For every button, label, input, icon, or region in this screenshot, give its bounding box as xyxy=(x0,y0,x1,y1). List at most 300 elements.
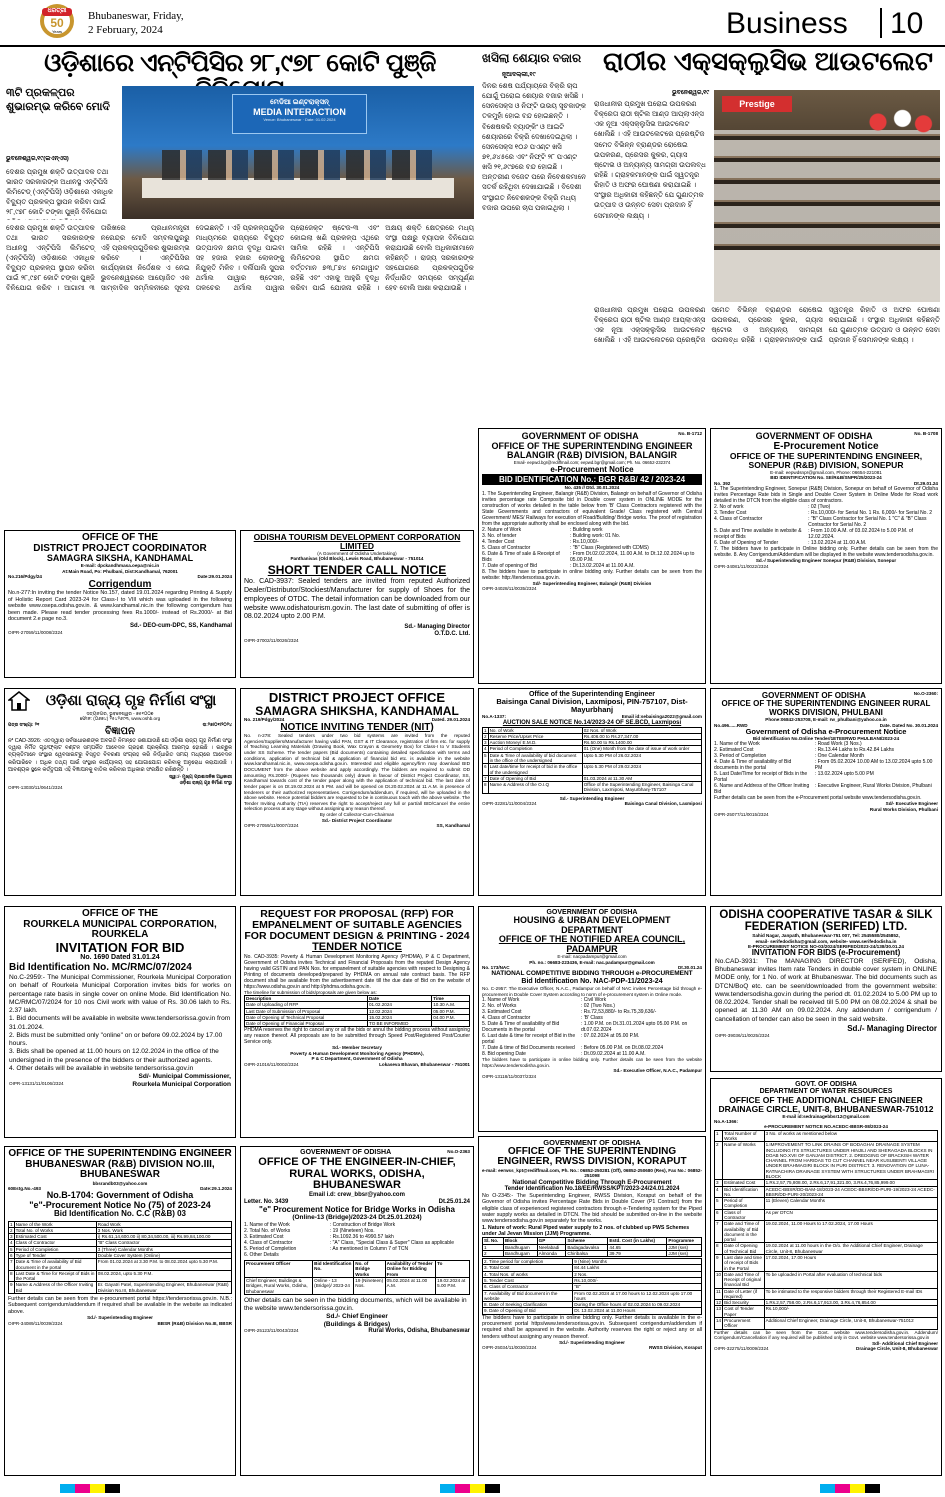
ad-oshb xyxy=(4,688,236,896)
detail-value: : 13.02.2024 at 11.00 A.M. xyxy=(808,540,867,547)
detail-value: : Civil Work xyxy=(581,997,607,1004)
ad-a14-h1: OFFICE OF THE SUPERINTENDING ENGINEER BHUBANESWAR (R&B) DIVISION NO.III, BHUBANESWAR xyxy=(8,1148,232,1180)
detail-row xyxy=(244,1252,470,1258)
story-market-body: ଦିନର ଶେଷ ପର୍ଯ୍ୟାୟରେ ବିକ୍ରି ଚାପ ଯୋଗୁଁ ଘରୋଇ ଶେୟାର ବଜାର ଖସିଛି । ସେନସେକ୍ସ ଓ ନିଫ୍ଟି ଉଭୟ ସୂଚକାଙ୍କ ତଳମୁହାଁ ହୋଇ ବନ୍ଦ ହୋଇଛନ୍ତି । ବିଶେଷକରି ବ୍ୟାଙ୍କିଂ ଓ ଆଇଟି ଶେୟାରରେ ବିକ୍ରି ଦେଖାଦେଇଥିଲା । ସେନସେକ୍ସ ୧୦୬ ପଏଣ୍ଟ ଖସି ୭୧,୬୪୫ରେ ଏବଂ ନିଫ୍ଟି ୨୮ ପଏଣ୍ଟ ଖସି ୨୧,୬୯୭ରେ ବନ୍ଦ ହୋଇଛି । ଅନ୍ତରୀଣ ବଜେଟ ପରେ ନିବେଶକମାନେ ସତର୍କ ରହିଥିବା ଦେଖାଯାଇଛି । ବିଦେଶୀ ସଂସ୍ଥାଗତ ନିବେଶକଙ୍କ ବିକ୍ରି ମଧ୍ୟ ବଜାର ଉପରେ ଚାପ ପକାଇଥିଲା । xyxy=(482,83,587,212)
ad-a4-rows xyxy=(714,504,938,546)
ad-a7-email: Email id:sebaisinga2022@gmail.com xyxy=(621,714,702,720)
table-cell: 4. Total Nos. of works xyxy=(483,1271,573,1277)
ad-a4-no: No. B-1708 xyxy=(914,431,938,436)
table-cell: To be intimated to the responsive bidders through their Registered E-mail IDs xyxy=(764,1288,937,1300)
ad-a11-rows xyxy=(482,997,702,1057)
ad-otdc-tender xyxy=(240,530,474,678)
table-cell: GP xyxy=(537,1238,566,1244)
table-row xyxy=(483,782,702,794)
detail-key: 2. Total No. of Works xyxy=(244,1228,291,1235)
detail-value: : 07.02.2024 at 05.00 P.M. xyxy=(581,1033,640,1040)
ad-phulbani-rw xyxy=(710,688,942,896)
ad-a16-grid xyxy=(482,1237,702,1257)
detail-value: : Dt.09.02.2024 at 11.00 A.M. xyxy=(581,1051,646,1058)
table-cell: 1 xyxy=(715,1130,723,1142)
ad-a8-sign2: Rural Works Division, Phulbani xyxy=(869,806,938,812)
ad-a10-h1: REQUEST FOR PROPOSAL (RFP) FOR EMPANELMENT OF SUITABLE AGENCIES FOR DOCUMENT DESIGN & PRINTING - 2024 xyxy=(244,908,470,943)
detail-value: : From 05.02.2024 10.00 AM to 13.02.2024 upto 5.00 PM xyxy=(814,759,933,772)
ad-a5-no: ପତ୍ର ସଂଖ୍ୟା: ୨୧ xyxy=(8,721,40,727)
detail-value: : 13.02.2024 upto 5.00 PM xyxy=(814,771,874,778)
table-row xyxy=(715,1243,938,1255)
ad-a9-title: INVITATION FOR BID xyxy=(55,939,185,955)
ad-a3-title: e-Procurement Notice xyxy=(550,464,634,474)
table-row xyxy=(483,1290,702,1302)
story-ntpc-kicker: ୩ଟି ପ୍ରକଳ୍ପର ଶୁଭାରମ୍ଭ କରିବେ ମୋଦି xyxy=(6,87,110,114)
ad-a15-sub: (Online-13 (Bridge)/2023-24 Dt.25.01.2024) xyxy=(292,1214,422,1222)
detail-key: 2. No of work xyxy=(714,504,744,511)
table-cell: 01 (One) Month from the date of issue of work order xyxy=(582,746,701,752)
ad-a3-email: Email- eepwd.bgr@rediffmail.com; eepwd.bgr@gmail.com; Ph. No. 06652-232374 xyxy=(513,460,671,466)
table-row xyxy=(245,1277,470,1294)
ad-a7-foot xyxy=(482,801,702,806)
table-cell: Name & Address of the Officer Inviting Bid xyxy=(14,1282,96,1294)
detail-key: 6. Date & Time of sale & Receipt of Bids xyxy=(482,550,560,563)
ad-a6-date: Dated. 29.01.2024 xyxy=(431,717,470,723)
table-cell: 3 (Three) Calendar Months xyxy=(96,1246,231,1252)
ad-rwss-koraput xyxy=(478,1136,706,1476)
ad-a11-phone: Ph. no.: 06683-223436, E-mail: nac.padampur@gmail.com xyxy=(529,959,655,965)
ad-a11-no: No. 173/NAC xyxy=(482,964,510,970)
ad-a3-bid: BID IDENTIFICATION No.: BGR R&B/ 42 / 2023-24 xyxy=(482,474,702,485)
ad-a9-sign: Sd/- Municipal Commissioner, xyxy=(138,1073,231,1080)
table-cell: ACEDC-BBSR/DD-BAM-18/2023-24 ACEDC-BBSR/DD-PURI-19/2023-24 ACEDC-BBSR/DD-PURI-20/2023-24 xyxy=(764,1186,937,1198)
detail-value: : Road Work (3 Nos.) xyxy=(814,741,862,748)
table-cell: 4 xyxy=(715,1186,723,1198)
ad-a10-sched: The timeline for submission of bids/proposals are given below as: xyxy=(244,989,377,995)
detail-value: : Rs.10,000/- for Serial No. 1 Rs. 6,000/- for Serial No. 2 xyxy=(808,510,933,517)
table-cell: 3 xyxy=(715,1180,723,1186)
ad-a5-sign: ସ୍ୱା:/- ମୁଖ୍ୟ ପ୍ରଶାସନିକ ଅଧିକାରୀ xyxy=(169,774,232,780)
ad-rw-eic-bridges xyxy=(240,1146,474,1476)
ad-a16-sign2: RWSS Division, Koraput xyxy=(648,1345,702,1351)
logo-number: 50 xyxy=(50,16,64,30)
ad-a14-sub: No.B-1704: Government of Odisha xyxy=(46,1190,194,1201)
ad-a7-table xyxy=(482,727,702,794)
ad-a5-body: ନଂ CAD-3926: ଏତଦ୍ୱାରା ସର୍ବସାଧାରଣଙ୍କ ଅବଗତି ନିମନ୍ତେ ଜଣାଯାଉଛି ଯେ ଓଡ଼ିଶା ରାଜ୍ୟ ଗୃହ ନିର୍ମାଣ ସଂସ୍ଥା ଦ୍ୱାରା ନିର୍ମିତ ଗୃହ/ଫ୍ଲାଟ ବଣ୍ଟନ ସମ୍ପର୍କିତ ଆବେଦନ ଗ୍ରହଣ ପ୍ରକ୍ରିୟା ଆରମ୍ଭ ହୋଇଛି । ଇଚ୍ଛୁକ ବ୍ୟକ୍ତିମାନେ ସଂସ୍ଥାର ୱେବସାଇଟରୁ ବିସ୍ତୃତ ବିବରଣୀ ସଂଗ୍ରହ କରି ନିର୍ଦ୍ଧାରିତ ସମୟ ମଧ୍ୟରେ ଆବେଦନ କରିପାରିବେ । ଅଧିକ ତଥ୍ୟ ପାଇଁ ସଂସ୍ଥାର କାର୍ଯ୍ୟାଳୟ ସହ ଯୋଗାଯୋଗ କରିବାକୁ ଅନୁରୋଧ କରାଯାଉଛି । ଆବଶ୍ୟକ ସ୍ଥଳେ କର୍ତ୍ତୃପକ୍ଷ ଏହି ବିଜ୍ଞାପନକୁ ବାତିଲ କରିବାର ଅଧିକାର ସଂରକ୍ଷିତ ରଖିଛନ୍ତି । xyxy=(8,737,232,773)
ad-a14-sign2: BBSR (R&B) Division No.III, BBSR xyxy=(157,1320,232,1326)
detail-key: 4. Class of Contractor xyxy=(714,516,763,523)
detail-value: : Executive Engineer, Rural Works Division, Phulbani xyxy=(814,783,932,790)
table-cell: 1 xyxy=(483,1244,504,1250)
ad-a2-h1: ODISHA TOURISM DEVELOPMENT CORPORATION LIMITED xyxy=(253,532,461,551)
table-cell xyxy=(432,1021,470,1027)
ad-a15-sign2: (Buildings & Bridges) xyxy=(323,1320,391,1328)
ad-a13-sign: Sd/- Additional Chief Engineer xyxy=(872,1340,938,1346)
table-cell: Description xyxy=(245,996,368,1002)
table-cell: 3 xyxy=(10,1234,13,1240)
ad-a13-foot xyxy=(714,1346,938,1351)
ad-serifed xyxy=(710,906,942,1072)
table-cell: 19 (Nineteen) Nos. xyxy=(354,1277,385,1294)
table-cell: Date of Opening of Technical Bid xyxy=(723,1243,764,1255)
story-rathi-dateline: ଭୁବନେଶ୍ୱର,୧୯ xyxy=(672,90,710,96)
story-ntpc xyxy=(4,48,476,524)
ad-a15-tail: Other details can be seen in the bidding documents, which will be available in the website www.tendersorissa.gov.in. xyxy=(244,1296,467,1312)
ad-a15-code: OIPR-25123/11/0043/2324 xyxy=(244,1328,299,1334)
ad-a13-tail: Further details can be seen from the Govt. website www.tendersodisha.gov.in. Addendum/ Corrigendum/Cancellation if any required will be published only in Govt. website www.tendersorissa.gov.in xyxy=(714,1329,938,1341)
table-cell: Neelabadi xyxy=(537,1244,566,1250)
dateline-place: Bhubaneswar, Friday, xyxy=(88,10,184,22)
ad-a6-h1: DISTRICT PROJECT OFFICE xyxy=(268,690,446,705)
ad-a10-title: TENDER NOTICE xyxy=(312,941,402,954)
ad-a15-sign: Sd./- Chief Engineer xyxy=(326,1313,388,1321)
table-cell: 1.IMPROVEMENT TO LINK DRAINS OF BODAGHAI DRAINAGE SYSTEM INCLUDING ITS STRUCTURES UNDER HINJILI AND SHERAGADA BLOCKS IN DOAB NO.XVII OF GANJAM DISTRICT. 2. DREDGING OF BRACKISH WATER CHANNEL FROM HARIDAS TO CUT CHANNEL NEAR KUSUBENTI VILLAGE UNDER BRAHMAGIRI BLOCK IN PURI DISTRICT. 3. RENOVATION OF LUNA-RATNACHIRA DRAINAGE SYSTEM WITH STRUCTURES UNDER BRAHMAGIRI BLOCK xyxy=(764,1142,937,1180)
detail-row xyxy=(714,516,938,528)
ad-a8-title: Government of Odisha e-Procurement Notice xyxy=(745,727,907,737)
table-row xyxy=(483,746,702,752)
detail-row xyxy=(714,528,938,540)
table-row xyxy=(715,1186,938,1198)
table-cell: 12.02.2024 xyxy=(367,1008,431,1014)
table-cell: Dt. 13.02.2024 at 11.00 Hours xyxy=(573,1308,702,1314)
table-cell: Additional Chief Engineer, Drainage Circle, Unit-8, Bhubaneswar-751012 xyxy=(764,1318,937,1330)
ad-a15-grid xyxy=(244,1260,470,1295)
ad-a7-title: AUCTION SALE NOTICE No.14/2023-24 OF SE.BCD, Laxmiposi xyxy=(502,719,682,726)
table-cell: Name of the Work xyxy=(14,1221,96,1227)
table-cell: 4 xyxy=(484,746,487,752)
ad-a3-body: 1. The Superintending Engineer, Balangir (R&B) Division, Balangir on behalf of Governor of Odisha invites percentage rate Composite bid in Double cover system in ONLINE MODE for the construction of works detailed in the table below from 'B' Class Contractors registered with the State Governments and contractors of equivalent Grade/ Class registered with Central Government/ MES/ Railways for execution of Road/Building/ Bridge works. The proof of registration from the appropriate authority shall be enclosed along with the bid. xyxy=(482,490,702,527)
ad-a7-code: OIPR-32281/11/0004/2324 xyxy=(482,801,537,807)
ad-balangir-rb xyxy=(478,428,706,684)
logo-top: ଧରିତ୍ରୀ xyxy=(47,8,67,14)
table-row xyxy=(715,1306,938,1318)
detail-key: 4. Class of Contractor xyxy=(244,1240,293,1247)
table-cell: 6 xyxy=(715,1209,723,1221)
ad-a10-sign3: P & C Department, Government of Odisha xyxy=(311,1056,403,1062)
ad-a9-bid: Bid Identification No. MC/RMC/07/2024 xyxy=(9,962,192,974)
ad-a10-addr: Lokaseva Bhavan, Bhubaneswar - 751001 xyxy=(379,1061,470,1067)
ad-a2-sign2: O.T.D.C. Ltd. xyxy=(434,631,470,638)
detail-value: : From 10.00 A.M. of 03.02.2024 to 5.00 P.M. of 12.02.2024. xyxy=(808,528,914,541)
table-cell: Date of Letter (if required) xyxy=(723,1288,764,1300)
ad-a2-h2: (A Government of Odisha Undertaking) xyxy=(317,550,397,556)
ad-a14-foot xyxy=(8,1321,232,1326)
table-cell: Badagadavalsa xyxy=(566,1244,608,1250)
ad-a5-header xyxy=(8,691,232,711)
table-cell: i) Rs.61,14,600.00 ii) 80,34,500.00, iii) Rs.99,84,100.00 xyxy=(96,1234,231,1240)
table-cell: Class of Contractor xyxy=(14,1240,96,1246)
ad-a15-rows xyxy=(244,1222,470,1258)
bid-condition-item: 1. Bid documents will be available in website www.tendersorissa.gov.in from 31.01.2024. xyxy=(9,1015,231,1031)
table-cell: Online - 13 (Bridge)/ 2023-24 xyxy=(313,1277,354,1294)
table-cell: Total No. of Works xyxy=(14,1227,96,1233)
table-cell: 01.03.2024 at 11.30 AM xyxy=(582,775,701,781)
ad-a15-foot xyxy=(244,1328,470,1335)
table-cell: Programme xyxy=(667,1238,702,1244)
ad-a11-code: OIPR-13118/11/0037/2324 xyxy=(482,1073,537,1079)
table-cell: 02 Nos. of Work xyxy=(582,727,701,733)
ad-a11-sign: Sd.- Executive Officer, N.A.C., Padampur xyxy=(613,1068,702,1074)
dateline-date: 2 February, 2024 xyxy=(88,24,163,36)
table-row xyxy=(9,1259,232,1271)
ad-a12-code: OIPR-39036/11/0025/2324 xyxy=(715,1033,770,1039)
ad-a9-body: No.C-2959:- The Municipal Commissioner, Rourkela Municipal Corporation on behalf of Rourkela Municipal Corporation invites bids for works on percentage rate basis in single cover on online Mode. Bid Identification No. MC/RMC/07/2024 for 10 nos Civil work with value of Rs. 30.06 lakh to Rs. 2.37 lakh. xyxy=(9,974,231,1015)
ad-a13-table xyxy=(714,1130,938,1330)
ad-a1-no: No.216/Pdgy/24 xyxy=(8,574,42,580)
ad-a14-table xyxy=(8,1221,232,1294)
table-cell: Date of Opening of Bid xyxy=(488,775,582,781)
table-cell: Period of Completion xyxy=(723,1198,764,1210)
detail-key: 5. Class of Contractor xyxy=(482,544,531,551)
table-cell: Bandhugam xyxy=(503,1244,537,1250)
table-cell: 5 xyxy=(483,752,489,764)
detail-key: 1. Name of the Work xyxy=(714,741,760,748)
table-row xyxy=(715,1130,938,1142)
detail-key: 3. No. of tender xyxy=(482,532,517,539)
detail-key: 5. Date & Time of availability of Bid Documents in the portal xyxy=(482,1021,560,1034)
table-cell: 1.Rs.2,57,758.00, 2.Rs.6,17,913.00, 3.Rs.4,76,854.00 xyxy=(764,1300,937,1306)
detail-value: : 1.00 P.M. on Dt.31.01.2024 upto 05.00 P.M. on dt.07.02.2024 xyxy=(581,1021,688,1034)
ad-a12-title: INVITATION FOR BIDS (e-Procurement) xyxy=(751,948,901,958)
table-cell: Sl. No. xyxy=(483,1238,504,1244)
ad-a12-body: No.CAD-3931: The MANAGING DIRECTOR (SERIFED), Odisha, Bhubaneswar invites Item rate Tenders in double cover system in ONLINE MODE only, for 1 No. of work at Bhubaneswar. The bid documents such as DTCN/BoQ etc. can be seen/downloaded from the government website: www.tendersodisha.gov.in during the period dt. 01.02.2024 to 5.00 PM up to 08.02.2024. Tender shall be received till 5.00 PM on 08.02.2024 & shall be opened at 11.30 AM on 09.02.2024. Any addendum / corrigendum / cancellation of tender can also be seen in the said website. xyxy=(715,957,937,1023)
detail-key: 1. Name of the Work xyxy=(244,1222,290,1229)
bid-condition-item: 4. Other details will be available in website tendersorissa.gov.in xyxy=(9,1064,194,1072)
table-cell: 9 xyxy=(715,1254,723,1271)
ad-a9-items xyxy=(9,1015,231,1073)
ad-a5-title: ବିଜ୍ଞାପନ xyxy=(105,726,135,738)
table-cell: Chiribalsa xyxy=(566,1250,608,1256)
ad-a12-email: email- serifedodisha@gmail.com, website- www.serifedodisha.in xyxy=(755,938,897,944)
ad-a7-no: No.A-1337: xyxy=(482,714,506,720)
reg-mark-left xyxy=(60,1484,120,1493)
ad-a5-code: OIPR-13030/11/0641/2324 xyxy=(8,785,63,791)
table-cell: 19.02.2024 at 11.00 hours in the O/o. the Additional Chief Engineer, Drainage Circle, Unit-8, Bhubaneswar xyxy=(764,1243,937,1255)
table-cell: Auction Money/ E.M.D. xyxy=(488,740,582,746)
ad-a5-sign2: ଓଡ଼ିଶା ରାଜ୍ୟ ଗୃହ ନିର୍ମାଣ ସଂସ୍ଥା xyxy=(179,779,232,785)
ad-a9-sign2: Rourkela Municipal Corporation xyxy=(132,1080,231,1088)
table-cell: As per DTCN xyxy=(764,1209,937,1221)
table-cell: TO BE INFORMED xyxy=(367,1021,431,1027)
table-row xyxy=(483,1302,702,1308)
table-cell: 3 Nos. Work xyxy=(96,1227,231,1233)
ad-a2-code: OIPR-37002/11/0026/2324 xyxy=(244,638,299,644)
ad-a14-title: "e"-Procurement Notice No (75) of 2023-24 xyxy=(29,1199,211,1210)
table-cell: 15.02.2024 xyxy=(367,1014,431,1020)
detail-value: : 19 (Nineteen) Nos. xyxy=(329,1228,375,1235)
table-cell: 05.02.2024 at 11.00 A.M. xyxy=(385,1277,435,1294)
table-cell: Date xyxy=(367,996,431,1002)
table-cell: Bandhugam xyxy=(503,1250,537,1256)
table-cell: Date of Uploading of RFP xyxy=(245,1002,368,1008)
ad-a13-title: e-PROCUREMENT NOTICE NO.ACEDC-BBSR-08/2023-24 xyxy=(764,1124,888,1130)
table-cell: Estimated Cost xyxy=(723,1180,764,1186)
table-cell: From 02.02.2024 at 17.00 hours to 12.02.2024 upto 17.00 hours xyxy=(573,1290,702,1302)
table-cell: 44.65 xyxy=(608,1244,667,1250)
dharitri-logo xyxy=(38,3,76,39)
table-cell: Estd. Cost (in Lakhs) xyxy=(608,1238,667,1244)
story-rathi-body-left: ରାଜଧାନୀର ପ୍ରମୁଖ ଘରୋଇ ଉପକରଣ ବିକ୍ରେତା ରାଠୀ ଷ୍ଟିଲ ଆଣ୍ଡ ଆପ୍ଲାଏନ୍ସ ଏକ ନୂଆ ଏକ୍ସକ୍ଲୁସିଭ ଆଉଟଲେଟ ଖୋଲିଛି । ଏହି ଆଉଟଲେଟରେ ପ୍ରେଷ୍ଟିଜ ସମେତ ବିଭିନ୍ନ ବ୍ରାଣ୍ଡର ରୋଷେଇ ଉପକରଣ, ପ୍ରେସର କୁକର, ଗ୍ୟାସ ଷ୍ଟୋଭ ଓ ଅନ୍ୟାନ୍ୟ ସାମଗ୍ରୀ ଉପଲବ୍ଧ ରହିଛି । ଗ୍ରାହକମାନଙ୍କ ପାଇଁ ସ୍ୱତନ୍ତ୍ର ରିହାତି ଓ ଅଫର ଘୋଷଣା କରାଯାଇଛି । ସଂସ୍ଥାର ଅଧିକାରୀ କହିଛନ୍ତି ଯେ ଗୁଣାତ୍ମକ ଉତ୍ପାଦ ଓ ଉନ୍ନତ ସେବା ପ୍ରଦାନ ହିଁ ସେମାନଙ୍କ ଲକ୍ଷ୍ୟ । xyxy=(594,101,706,220)
table-cell: Last Date & Time for Receipt of Bids in the Portal xyxy=(15,1270,95,1282)
ad-a6-body: No. n-278: Sealed tenders under two bid systems are invited from the reputed Agencies/Suppliers/Manufacturer having valid PAN, GST & IT Clearance, registration of firm etc. for supply of Teaching Learning Materials (Drawing Book, Wax Crayon & Geometry Box) for Class-I to V Students under SS Scheme. The tender papers (Bid documents) containing detailed specification with terms and conditions, application of technical bid & application of financial bid etc. is available in the website www.kandhamal.nic.in, www.osepa.odisha.gov.in. Interested and eligible agency/firm may download BID DOCUMENT from the above website and apply accordingly. The bidders are required to submit DD amounting Rs.2000/- (Rupees two thousands only) drawn in favour of District Project Coordinator, SS, Kandhamal towards cost of the tender paper along with the application of technical bid. The last date of tender paper is on Dt.19.02.2024 at 5 PM. and will be opened on Dt.20.02.2024 at 11 A.M. in presence of tenderers or their authorized representatives. Corrigendum/addendum, if required, will be uploaded in the above website. Hence potential bidders are requested to be in continuous touch with the above website. The Tender Inviting Authority (TIA) reserves the right to accept/reject any full or part/all BID/Cancel the entire selection process at any stage without assigning any reason thereof. xyxy=(244,733,470,812)
ad-a10-sign: Sd.- Member Secretary xyxy=(332,1045,382,1051)
table-cell: 7 xyxy=(715,1221,723,1243)
ad-a4-sign: Sd.-/ Superintending Engineer Sonepur (R&B) Division, Sonepur xyxy=(755,558,897,564)
ad-a13-sign2: Drainage Circle, Unit-8, Bhubaneswar xyxy=(856,1346,938,1351)
ad-a5-h1: ଓଡ଼ିଶା ରାଜ୍ୟ ଗୃହ ନିର୍ମାଣ ସଂସ୍ଥା xyxy=(45,692,217,710)
table-row xyxy=(715,1318,938,1330)
ad-a15-title: "e" Procurement Notice for Bridge Works in Odisha xyxy=(259,1205,455,1215)
detail-key: 7. Date of opening of Bid xyxy=(482,562,538,569)
ad-a16-email: e-mail: eerwss_kpt@rediffmail.com, Ph. No.: 06852-250281 (Off), 06852-250680 (Res), Fax No.: 06852-251098 xyxy=(482,1167,702,1179)
ad-a6-code: OIPR-27059/11/0007/2324 xyxy=(244,822,299,828)
ad-a4-code: OIPR-34081/11/0022/2324 xyxy=(714,563,769,569)
ad-a14-no: 60Estg.No.-493 xyxy=(8,1185,41,1191)
table-cell: Bid Identification No. xyxy=(313,1261,354,1278)
ad-a7-sign: Sd.- Superintending Engineer xyxy=(559,795,625,801)
ad-a13-no: No.A-1366: xyxy=(714,1118,738,1124)
detail-key: 3. Tender Cost xyxy=(714,510,747,517)
detail-value: : One Calendar Month xyxy=(814,753,864,760)
detail-key: 2. Estimated Cost xyxy=(714,747,754,754)
ad-a3-h3: BALANGIR (R&B) DIVISION, BALANGIR xyxy=(507,450,677,461)
ad-a8-bid: Bid Identification No.Online Tender/1ETEERWD PHULBANI/2023-24 xyxy=(752,735,900,741)
ad-a16-tail: The bidders have to participate in online bidding only. Further details is available in the e-procurement portal https/www.tendersorissa.gov.in. Subsequent corrigendum/addendum if required shall be appeared in the website. Authority reserves the right or reject any or all tenders without assigning any reason thereof. xyxy=(482,1314,702,1340)
ad-a9-code: OIPR-13131/11/0106/2324 xyxy=(9,1080,64,1086)
ad-a10-table xyxy=(244,995,470,1027)
detail-value: : Construction of Bridge Work xyxy=(329,1222,396,1229)
table-cell: 11 (Eleven) Calendar Months xyxy=(764,1198,937,1210)
detail-value: : Rs.13.44 Lakhs to Rs.42.84 Lakhs xyxy=(814,747,895,754)
ad-a1-body: No.n-277:In inviting the tender Notice No.157, dated 19.01.2024 regarding Printing & Supply of Holistic Report Card 2023-24 for Class-I to VIII which was uploaded in the following website www.osepa.odisha.gov.in. & www.kandhamal.nic.in the following corrigendum has been made. Please read tender processing fees Rs.1000/- instead of Rs.2000/- at Bid document 2.e page no.3. xyxy=(8,590,232,623)
detail-row xyxy=(482,551,702,563)
table-cell: 3 No. of works as mentioned below xyxy=(764,1130,937,1142)
table-cell: Upto 5.30 PM of 26.02.2024 xyxy=(582,752,701,764)
table-cell: No. of Bridge Works xyxy=(354,1261,385,1278)
table-row xyxy=(9,1234,232,1240)
table-cell: 5. Tender Cost xyxy=(483,1277,573,1283)
story-ntpc-photo xyxy=(122,86,474,219)
table-cell: Procurement Officer xyxy=(245,1261,313,1278)
detail-key: 6. Other Details xyxy=(244,1252,279,1259)
detail-key: 2. Nature of Work xyxy=(482,526,522,533)
table-cell: Date of Opening of Financial Proposal xyxy=(245,1021,368,1027)
table-cell: Rs.10,000/- xyxy=(764,1306,937,1318)
ad-a4-tail: 7. The bidders have to participate in Online bidding only. Further details can be seen from the website. 8. Any Corrigendum/Addendum will be displayed in the website www.tendersodisha.gov.in. xyxy=(714,546,938,559)
table-row xyxy=(9,1270,232,1282)
table-cell: Chief Engineer, Buildings & Bridges, Rural Works, Odisha, Bhubaneswar xyxy=(245,1277,313,1294)
ad-a11-title: NATIONAL COMPETITIVE BIDDING THROUGH e-PROCUREMENT xyxy=(491,970,693,978)
ad-a15-no: No.O-2363 xyxy=(447,1149,470,1154)
table-cell: 11 xyxy=(715,1288,723,1300)
table-cell: 8 xyxy=(715,1243,723,1255)
press-banner-odia: ମେଡିଆ ଇଣ୍ଟରାକ୍ସନ୍ xyxy=(270,99,329,106)
table-row xyxy=(483,752,702,764)
story-share-market xyxy=(482,48,588,428)
ad-a3-h1: GOVERNMENT OF ODISHA xyxy=(521,431,639,441)
section-name: Business xyxy=(726,7,848,40)
table-cell: Reserve Price/Upset Price xyxy=(488,733,582,739)
table-cell: 8 xyxy=(9,1270,15,1282)
table-cell: Road Work xyxy=(96,1221,231,1227)
ad-a9-h2: ROURKELA MUNICIPAL CORPORATION, ROURKELA xyxy=(23,918,217,940)
ad-a14-code: OIPR-34089/11/0039/2324 xyxy=(8,1320,63,1326)
table-cell: 1 xyxy=(10,1221,13,1227)
ad-a9-foot xyxy=(9,1081,231,1089)
table-cell: 14 xyxy=(715,1318,723,1330)
table-cell: Last Date of Submission of Proposal xyxy=(245,1008,368,1014)
table-row xyxy=(245,1021,470,1027)
ad-a5-date: ତା:୨୭/୦୧/୨୦୨୪ xyxy=(202,721,232,727)
ad-a15-letter: Letter. No. 3439 xyxy=(244,1198,289,1205)
table-cell: Bid Identification No. xyxy=(723,1186,764,1198)
ad-samagra-corrigendum xyxy=(4,530,236,678)
detail-row xyxy=(482,1033,702,1045)
table-cell: 84.44 Lakhs xyxy=(573,1265,702,1271)
story-ntpc-dateline: ଭୁବନେଶ୍ୱର,୧୯(ଇଏନ୍‌ଏସ) xyxy=(6,156,69,162)
ad-drainage-circle xyxy=(710,1078,942,1476)
ad-a12-h1: ODISHA COOPERATIVE TASAR & SILK FEDERATION (SERIFED) LTD. xyxy=(719,909,933,934)
ad-a11-email: E-mail: nacpadampur@gmail.com xyxy=(557,954,627,960)
detail-value: : Rs.10,000/- xyxy=(570,538,599,545)
story-ntpc-body: ଦେଶର ପ୍ରମୁଖ ଶକ୍ତି ଉତ୍ପାଦକ ତଥା ଭାରତ ସରକାରଙ୍କ ଅଧୀନସ୍ଥ ଏନ୍‌ଟିପିସି ଲିମିଟେଡ୍ (ଏନ୍‌ଟିପିସି) ଓଡ଼ିଶାରେ ଏକାଧିକ ବିଦ୍ୟୁତ ପ୍ରକଳ୍ପ ସ୍ଥାପନ କରିବା ପାଇଁ ୨୮,୯୭୮ କୋଟି ଟଙ୍କା ପୁଞ୍ଜି ବିନିଯୋଗ କରିବ । ଆଗାମୀ ୩ ତାରିଖରେ ପ୍ରଧାନମନ୍ତ୍ରୀ ନରେନ୍ଦ୍ର ମୋଦି ସମ୍ବଲପୁରରୁ ଏହି ପ୍ରକଳ୍ପଗୁଡ଼ିକର ଶୁଭାରମ୍ଭ କରିବେ । ଏନ୍‌ଟିପିସିର କାର୍ଯ୍ୟକାରୀ ନିର୍ଦ୍ଦେଶକ ଏ ନେଇ ଭୁବନେଶ୍ୱରରେ ଆୟୋଜିତ ଏକ ସାମ୍ବାଦିକ ସମ୍ମିଳନୀରେ ସୂଚନା ଦେଇଛନ୍ତି । ଏହି ପ୍ରକଳ୍ପଗୁଡ଼ିକ ମାଧ୍ୟମରେ ରାଜ୍ୟରେ ବିଦ୍ୟୁତ ଉତ୍ପାଦନ କ୍ଷମତା ବୃଦ୍ଧି ପାଇବା ସହ ହଜାର ହଜାର ଲୋକଙ୍କୁ ନିଯୁକ୍ତି ମିଳିବ । ଦର୍ଲିପାଲି ସୁପର ଥର୍ମାଲ ପାୱାର ଷ୍ଟେସନ, ତାଳଚେର ଥର୍ମାଲ ପାୱାର ପ୍ରୋଜେକ୍ଟ ଷ୍ଟେଜ-୩ ଏବଂ କୋଇଲା ଖଣି ପ୍ରକଳ୍ପ ଏଥିରେ ସାମିଲ ରହିଛି । ଏନ୍‌ଟିପିସି ଲିମିଟେଡର ସ୍ଥାପିତ କ୍ଷମତା ବର୍ତ୍ତମାନ ୭୩,୮୭୪ ମେଗାୱାଟ ରହିଛି ଏବଂ ଏହାକୁ ଆହୁରି ବୃଦ୍ଧି କରିବା ପାଇଁ ଯୋଜନା ରହିଛି । ଅକ୍ଷୟ ଶକ୍ତି କ୍ଷେତ୍ରରେ ମଧ୍ୟ ସଂସ୍ଥା ପକ୍ଷରୁ ବ୍ୟାପକ ବିନିଯୋଗ କରାଯାଉଛି ବୋଲି ଅଧିକାରୀମାନେ କହିଛନ୍ତି । ରାଜ୍ୟ ସରକାରଙ୍କ ସହଯୋଗରେ ପ୍ରକଳ୍ପଗୁଡ଼ିକ ନିର୍ଦ୍ଧାରିତ ସମୟରେ ସମ୍ପୂର୍ଣ୍ଣ ହେବ ବୋଲି ଆଶା କରାଯାଉଛି । xyxy=(6,225,474,292)
ad-a16-code: OIPR-25034/11/0030/2324 xyxy=(482,1345,537,1351)
ad-a2-sign: Sd.- Managing Director xyxy=(404,624,470,630)
table-row xyxy=(715,1288,938,1300)
table-cell: Last date and time of receipt of Bids in the Portal xyxy=(723,1254,764,1271)
ad-a4-h2: E-Procurement Notice xyxy=(773,440,879,452)
ad-a16-h1: GOVERNMENT OF ODISHA xyxy=(543,1138,641,1147)
detail-value: : Rs.72,53,880/- to Rs.75,39,636/- xyxy=(581,1009,657,1016)
ad-a7-h1: Office of the Superintending Engineer xyxy=(528,691,655,698)
ad-a16-rows xyxy=(482,1258,702,1315)
table-row xyxy=(715,1198,938,1210)
press-table xyxy=(142,178,454,198)
story-rathi-photo xyxy=(714,90,940,302)
story-rathi-outlet xyxy=(594,48,942,428)
ad-a5-phone: ଫୋନ: (୦୬୭୪) ୨୫୪୨୬୯୩, www.oshb.org xyxy=(79,716,161,722)
table-cell: Period of Completion xyxy=(14,1246,96,1252)
store-balloons xyxy=(864,104,934,140)
ad-a15-h2: OFFICE OF THE ENGINEER-IN-CHIEF, RURAL WORKS, ODISHA, BHUBANESWAR xyxy=(258,1156,456,1192)
table-cell: 19.02.2024 at 5.00 P.M. xyxy=(436,1277,470,1294)
ad-a4-h3: OFFICE OF THE SUPERINTENDING ENGINEER, SONEPUR (R&B) DIVISION, SONEPUR xyxy=(729,451,923,471)
table-cell: 5 xyxy=(10,1246,13,1252)
ad-a13-h3: OFFICE OF THE ADDITIONAL CHIEF ENGINEER DRAINAGE CIRCLE, UNIT-8, BHUBANESWAR-751012 xyxy=(718,1094,934,1114)
ad-a16-bid: Tender Identification No.18/EE/RWSS/KPT/2023-24/24.01.2024 xyxy=(504,1186,680,1192)
masthead-rule xyxy=(0,45,945,47)
detail-value: : "B" Class Contractor for Serial No. 1 "C" & "B" Class Contractor for Serial No. 2 xyxy=(808,516,927,529)
table-cell: Time xyxy=(432,996,470,1002)
table-row xyxy=(483,764,702,776)
detail-row xyxy=(482,1021,702,1033)
table-cell: 1.Rs.2,57,75,808.00, 2.Rs.6,17,91,321.00, 3.Rs.4,76,85,999.00 xyxy=(764,1180,937,1186)
detail-value xyxy=(330,1252,470,1258)
table-row xyxy=(715,1209,938,1221)
ad-a6-h2: SAMAGRA SHIKSHA, KANDHAMAL xyxy=(255,703,459,718)
detail-value: : 02 (Two Nos.) xyxy=(581,1003,615,1010)
ad-a2-title: SHORT TENDER CALL NOTICE xyxy=(267,562,447,577)
table-cell: 6 xyxy=(10,1252,13,1258)
ad-a11-tail: The bidders have to participate in online bidding only. Further details can be seen from the website https://www.tendersodisha.gov.in. xyxy=(482,1057,702,1068)
ad-a1-h3: SAMAGRA SIKSHA, KANDHAMAL xyxy=(46,553,194,563)
page-number: 10 xyxy=(890,7,924,40)
table-row xyxy=(245,1261,470,1278)
table-cell: Date & Time of availability of Bid document in the portal xyxy=(14,1259,96,1271)
ad-a8-sign: Sd/- Executive Engineer xyxy=(885,801,938,807)
ad-a1-date: Date:29.01.2024 xyxy=(197,574,232,580)
press-banner-title: MEDIA INTERACTION xyxy=(253,107,346,118)
print-registration-marks xyxy=(0,1482,945,1496)
ad-a10-tail: PHDMA reserves the right to cancel any or all the bids or annul the bidding process without assigning any reason thereof. All proposals are to be submitted through Speed Post/Registered Post/Courier Service only. xyxy=(244,1027,470,1046)
story-ntpc-side: ଦେଶର ପ୍ରମୁଖ ଶକ୍ତି ଉତ୍ପାଦକ ତଥା ଭାରତ ସରକାରଙ୍କ ଅଧୀନସ୍ଥ ଏନ୍‌ଟିପିସି ଲିମିଟେଡ୍ (ଏନ୍‌ଟିପିସି) ଓଡ଼ିଶାରେ ଏକାଧିକ ବିଦ୍ୟୁତ ପ୍ରକଳ୍ପ ସ୍ଥାପନ କରିବା ପାଇଁ ୨୮,୯୭୮ କୋଟି ଟଙ୍କା ପୁଞ୍ଜି ବିନିଯୋଗ xyxy=(6,169,113,216)
table-cell: Date of Opening of Technical Proposal xyxy=(245,1014,368,1020)
